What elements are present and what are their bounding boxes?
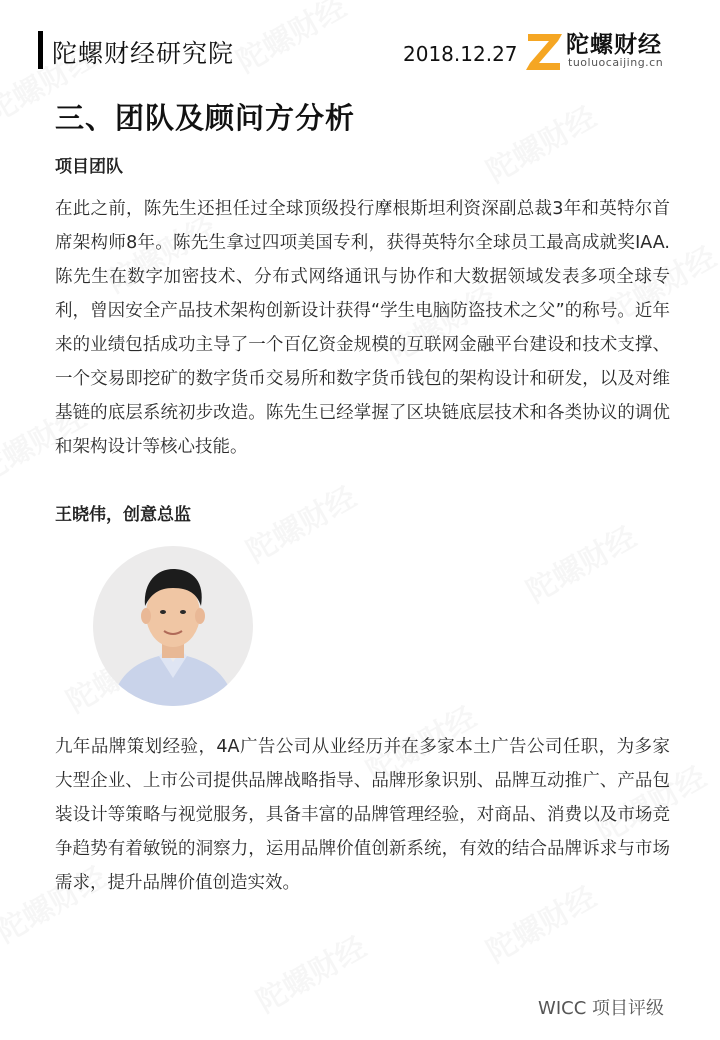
logo-brand-text: 陀螺财经 xyxy=(566,32,662,58)
person-heading: 王晓伟，创意总监 xyxy=(55,505,191,525)
footer-label: WICC 项目评级 xyxy=(538,998,664,1019)
avatar xyxy=(93,546,253,706)
brand-logo xyxy=(522,26,692,76)
header-accent-bar xyxy=(38,31,43,69)
report-date: 2018.12.27 xyxy=(403,42,518,66)
logo-domain-text: tuoluocaijing.cn xyxy=(568,56,664,69)
team-paragraph: 在此之前，陈先生还担任过全球顶级投行摩根斯坦利资深副总裁3年和英特尔首席架构师8年。陈先生拿过四项美国专利，获得英特尔全球员工最高成就奖IAA. 陈先生在数字加密技术、分布式网络通讯与协作和大数据领域发表多项全球专利，曾因安全产品技术架构创新设计获得“学生电脑防盗技术之父”的称号。近年来的业绩包括成功主导了一个百亿资金规模的互联网金融平台建设和技术支撑、一个交易即挖矿的数字货币交易所和数字货币钱包的架构设计和研发，以及对维基链的底层系统初步改造。陈先生已经掌握了区块链底层技术和各类协议的调优和架构设计等核心技能。 xyxy=(55,199,670,457)
person-bio-paragraph: 九年品牌策划经验，4A广告公司从业经历并在多家本土广告公司任职，为多家大型企业、上市公司提供品牌战略指导、品牌形象识别、品牌互动推广、产品包装设计等策略与视觉服务，具备丰富的品牌管理经验，对商品、消费以及市场竞争趋势有着敏锐的洞察力，运用品牌价值创新系统，有效的结合品牌诉求与市场需求，提升品牌价值创造实效。 xyxy=(55,737,670,893)
org-title: 陀螺财经研究院 xyxy=(52,39,235,68)
team-heading: 项目团队 xyxy=(55,157,123,177)
logo-z-icon xyxy=(522,28,566,72)
section-title: 三、团队及顾问方分析 xyxy=(55,101,356,135)
